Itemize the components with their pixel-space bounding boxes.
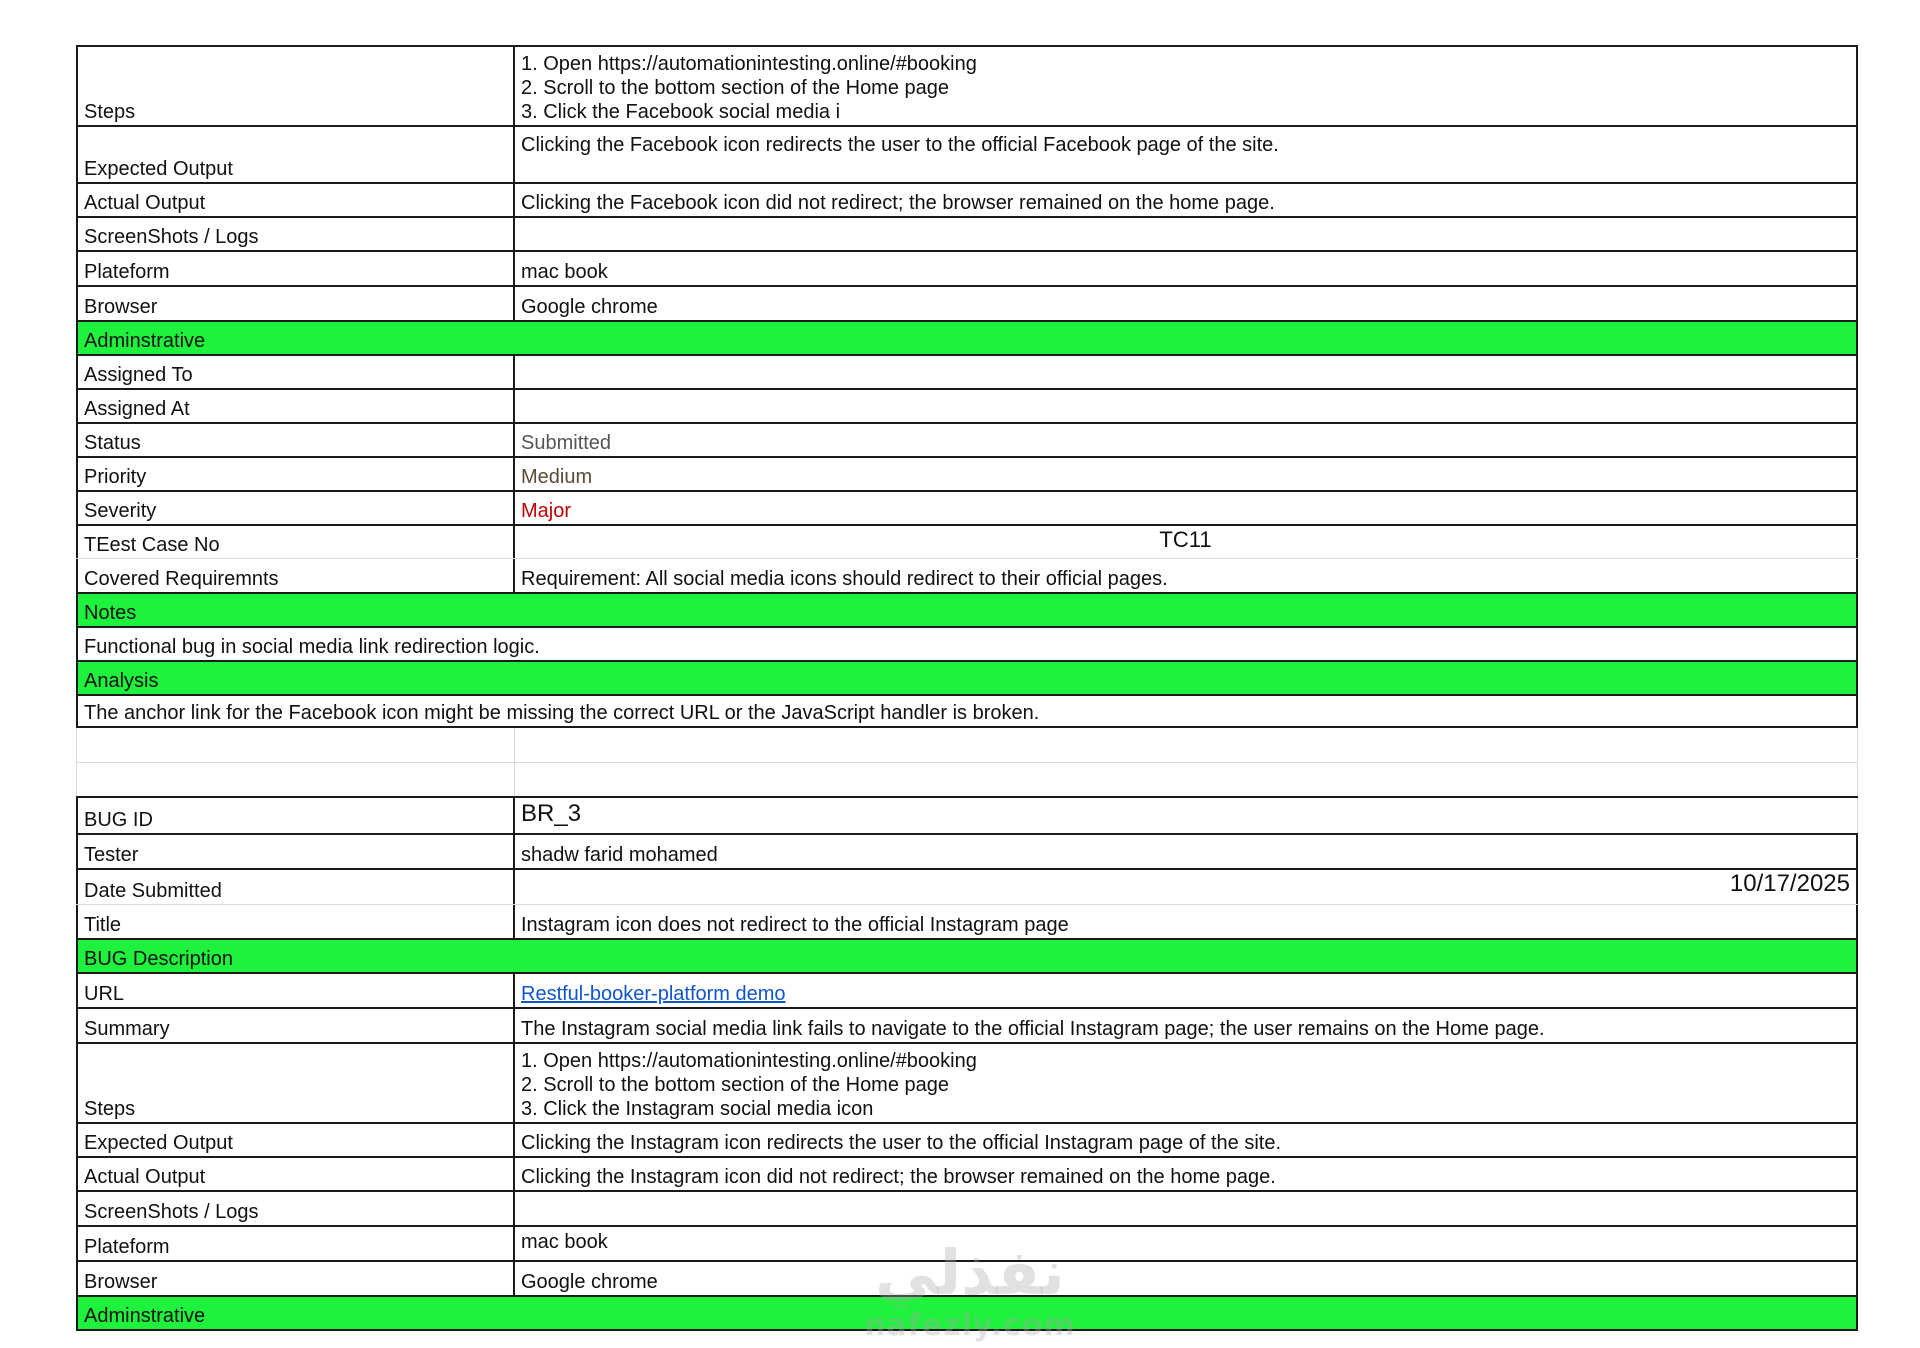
screenshots-label: ScreenShots / Logs <box>76 218 515 250</box>
bug-report-sheet <box>76 45 1858 1331</box>
covered-requirements-label: Covered Requiremnts <box>76 559 515 592</box>
summary-row <box>76 1007 1858 1042</box>
browser-label: Browser <box>76 287 515 320</box>
assigned-at-value[interactable] <box>515 390 1858 422</box>
browser-label: Browser <box>76 1262 515 1295</box>
priority-label: Priority <box>76 458 515 490</box>
bug-id-value: BR_3 <box>515 798 1858 833</box>
priority-row <box>76 456 1858 490</box>
screenshots-row <box>76 1190 1858 1225</box>
empty-row <box>76 762 1858 796</box>
tester-row <box>76 833 1858 868</box>
priority-value[interactable]: Medium <box>515 458 1858 490</box>
assigned-at-label: Assigned At <box>76 390 515 422</box>
step-item: 2. Scroll to the bottom section of the Home page <box>521 77 950 99</box>
platform-label: Plateform <box>76 252 515 285</box>
administrative-section-header <box>76 1295 1858 1331</box>
expected-output-label: Expected Output <box>76 127 515 182</box>
bug-id-label: BUG ID <box>76 798 515 833</box>
browser-value: Google chrome <box>515 287 1858 320</box>
screenshots-value[interactable] <box>515 218 1858 250</box>
step-item: 3. Click the Instagram social media icon <box>521 1098 874 1120</box>
expected-output-label: Expected Output <box>76 1124 515 1156</box>
assigned-to-label: Assigned To <box>76 356 515 388</box>
severity-label: Severity <box>76 492 515 524</box>
empty-cell[interactable] <box>76 763 515 796</box>
date-submitted-value: 10/17/2025 <box>515 870 1858 904</box>
demo-link[interactable]: Restful-booker-platform demo <box>521 983 786 1005</box>
platform-row <box>76 1225 1858 1260</box>
watermark-arabic-text: نفذلي <box>875 1236 1065 1309</box>
expected-output-value: Clicking the Instagram icon redirects the user to the official Instagram page of the site. <box>515 1124 1858 1156</box>
tester-label: Tester <box>76 835 515 868</box>
actual-output-value: Clicking the Instagram icon did not redirect; the browser remained on the home page. <box>515 1158 1858 1190</box>
bug-description-section-header <box>76 938 1858 972</box>
notes-value: Functional bug in social media link redirection logic. <box>76 628 1858 660</box>
severity-row <box>76 490 1858 524</box>
actual-output-value: Clicking the Facebook icon did not redirect; the browser remained on the home page. <box>515 184 1858 216</box>
actual-output-row <box>76 1156 1858 1190</box>
steps-value <box>515 47 1858 125</box>
assigned-to-value[interactable] <box>515 356 1858 388</box>
expected-output-row <box>76 1122 1858 1156</box>
title-value: Instagram icon does not redirect to the official Instagram page <box>515 905 1858 938</box>
analysis-header-label: Analysis <box>76 662 1858 694</box>
empty-cell[interactable] <box>515 763 1858 796</box>
status-row <box>76 422 1858 456</box>
summary-label: Summary <box>76 1009 515 1042</box>
browser-row <box>76 1260 1858 1295</box>
watermark-latin-text: nafezly.com <box>864 1308 1076 1343</box>
platform-value: mac book <box>515 252 1858 285</box>
severity-value[interactable]: Major <box>515 492 1858 524</box>
date-submitted-row <box>76 868 1858 904</box>
platform-value: mac book <box>515 1227 1858 1260</box>
platform-label: Plateform <box>76 1227 515 1260</box>
expected-output-row <box>76 125 1858 182</box>
step-item: 1. Open https://automationintesting.online/#booking <box>521 53 977 75</box>
notes-row <box>76 626 1858 660</box>
covered-requirements-row <box>76 558 1858 592</box>
summary-value: The Instagram social media link fails to navigate to the official Instagram page; the user remains on the Home page. <box>515 1009 1858 1042</box>
test-case-value: TC11 <box>515 526 1858 558</box>
actual-output-label: Actual Output <box>76 184 515 216</box>
steps-label: Steps <box>76 47 515 125</box>
assigned-to-row <box>76 354 1858 388</box>
covered-requirements-value: Requirement: All social media icons should redirect to their official pages. <box>515 559 1858 592</box>
screenshots-label: ScreenShots / Logs <box>76 1192 515 1225</box>
analysis-row <box>76 694 1858 728</box>
empty-cell[interactable] <box>515 728 1858 762</box>
analysis-section-header <box>76 660 1858 694</box>
step-item: 3. Click the Facebook social media i <box>521 101 841 123</box>
platform-row <box>76 250 1858 285</box>
url-value <box>515 974 1858 1007</box>
administrative-header-label: Adminstrative <box>76 322 1858 354</box>
actual-output-label: Actual Output <box>76 1158 515 1190</box>
screenshots-value[interactable] <box>515 1192 1858 1225</box>
steps-row <box>76 1042 1858 1122</box>
browser-value: Google chrome <box>515 1262 1858 1295</box>
steps-row <box>76 45 1858 125</box>
url-label: URL <box>76 974 515 1007</box>
actual-output-row <box>76 182 1858 216</box>
step-item: 1. Open https://automationintesting.online/#booking <box>521 1050 977 1072</box>
analysis-value: The anchor link for the Facebook icon might be missing the correct URL or the JavaScript handler is broken. <box>76 696 1858 726</box>
empty-cell[interactable] <box>76 728 515 762</box>
bug-id-row <box>76 796 1858 833</box>
bug-description-header-label: BUG Description <box>76 940 1858 972</box>
browser-row <box>76 285 1858 320</box>
steps-label: Steps <box>76 1044 515 1122</box>
title-row <box>76 904 1858 938</box>
notes-header-label: Notes <box>76 594 1858 626</box>
steps-value <box>515 1044 1858 1122</box>
expected-output-value: Clicking the Facebook icon redirects the user to the official Facebook page of the site. <box>515 127 1858 182</box>
step-item: 2. Scroll to the bottom section of the Home page <box>521 1074 950 1096</box>
administrative-header-label: Adminstrative <box>76 1297 1858 1329</box>
test-case-label: TEest Case No <box>76 526 515 558</box>
administrative-section-header <box>76 320 1858 354</box>
assigned-at-row <box>76 388 1858 422</box>
test-case-row <box>76 524 1858 558</box>
notes-section-header <box>76 592 1858 626</box>
status-value[interactable]: Submitted <box>515 424 1858 456</box>
url-row <box>76 972 1858 1007</box>
empty-row <box>76 728 1858 762</box>
date-submitted-label: Date Submitted <box>76 870 515 904</box>
tester-value: shadw farid mohamed <box>515 835 1858 868</box>
screenshots-row <box>76 216 1858 250</box>
status-label: Status <box>76 424 515 456</box>
title-label: Title <box>76 905 515 938</box>
